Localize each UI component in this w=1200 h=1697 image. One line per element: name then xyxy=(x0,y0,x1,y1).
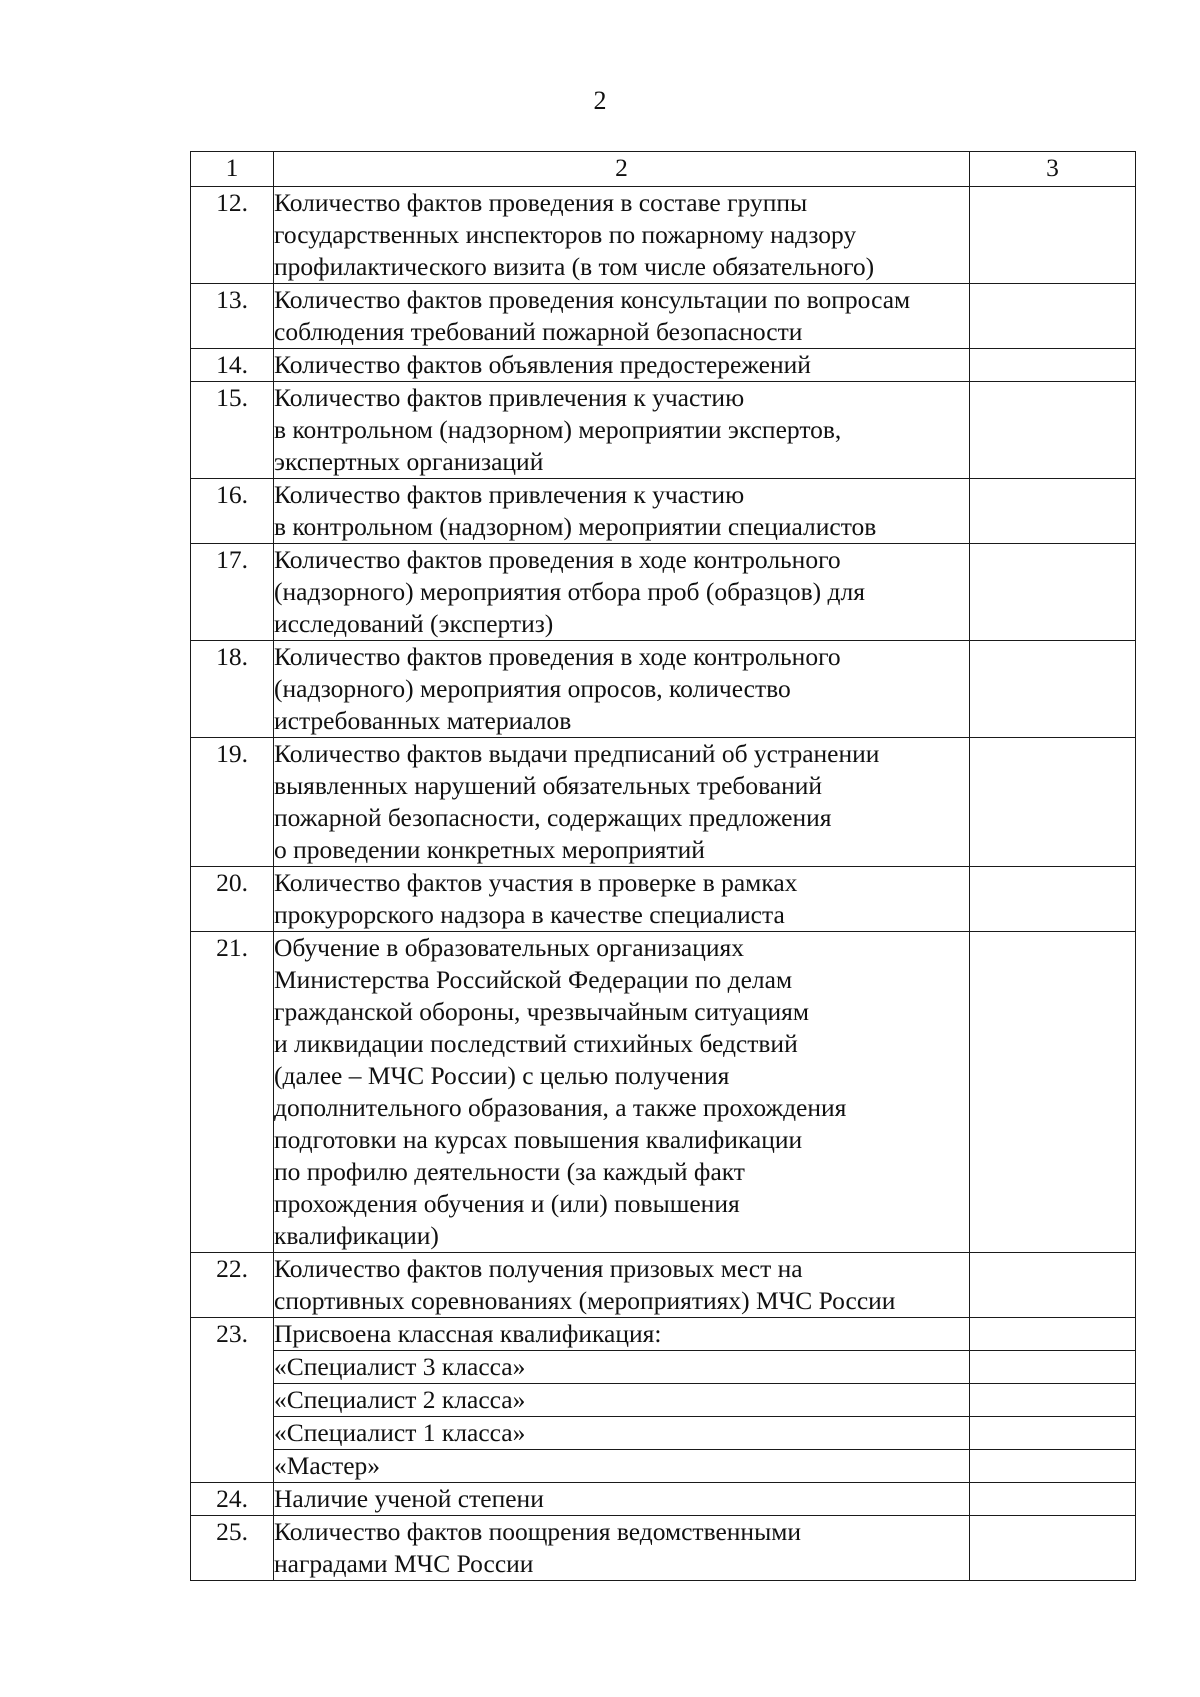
criterion-text-line: Наличие ученой степени xyxy=(274,1484,544,1513)
table-subrow xyxy=(191,1384,1136,1417)
criterion-text-line: квалификации) xyxy=(274,1221,439,1250)
criterion-text-line: Количество фактов проведения консультации по вопросам xyxy=(274,285,911,314)
value-cell xyxy=(970,641,1136,738)
criterion-text-line: (далее – МЧС России) с целью получения xyxy=(274,1061,730,1090)
value-cell xyxy=(970,867,1136,932)
criterion-text-line: Обучение в образовательных организациях xyxy=(274,933,744,962)
criterion-text-line: Количество фактов привлечения к участию xyxy=(274,480,745,509)
criterion-text-line: прохождения обучения и (или) повышения xyxy=(274,1189,740,1218)
value-cell xyxy=(970,479,1136,544)
row-number: 16. xyxy=(191,479,274,544)
criterion-text: Присвоена классная квалификация: xyxy=(274,1318,970,1351)
criterion-text xyxy=(274,1516,970,1581)
header-cell-number: 1 xyxy=(191,152,274,187)
row-number: 23. xyxy=(191,1318,274,1483)
row-number: 20. xyxy=(191,867,274,932)
qualification-item: «Мастер» xyxy=(274,1450,970,1483)
criterion-text-line: прокурорского надзора в качестве специалиста xyxy=(274,900,785,929)
criterion-text xyxy=(274,1253,970,1318)
criterion-text-line: государственных инспекторов по пожарному надзору xyxy=(274,220,857,249)
qualification-item: «Специалист 2 класса» xyxy=(274,1384,970,1417)
criterion-text-line: Количество фактов проведения в составе группы xyxy=(274,188,808,217)
criterion-text xyxy=(274,382,970,479)
criteria-table xyxy=(190,151,1136,1581)
table-row xyxy=(191,349,1136,382)
row-number: 25. xyxy=(191,1516,274,1581)
value-cell xyxy=(970,349,1136,382)
value-cell xyxy=(970,1450,1136,1483)
criterion-text-line: дополнительного образования, а также прохождения xyxy=(274,1093,847,1122)
criterion-text-line: соблюдения требований пожарной безопасности xyxy=(274,317,803,346)
criterion-text xyxy=(274,641,970,738)
table-row xyxy=(191,932,1136,1253)
table-row xyxy=(191,1253,1136,1318)
table-row xyxy=(191,1483,1136,1516)
table-subrow xyxy=(191,1450,1136,1483)
value-cell xyxy=(970,1384,1136,1417)
criterion-text-line: Количество фактов получения призовых мест на xyxy=(274,1254,803,1283)
page-number: 2 xyxy=(593,86,607,115)
row-number: 12. xyxy=(191,187,274,284)
table-subrow xyxy=(191,1417,1136,1450)
criterion-text-line: по профилю деятельности (за каждый факт xyxy=(274,1157,745,1186)
row-number: 21. xyxy=(191,932,274,1253)
criterion-text-line: Министерства Российской Федерации по делам xyxy=(274,965,793,994)
criterion-text-line: Количество фактов проведения в ходе контрольного xyxy=(274,642,841,671)
criterion-text-line: профилактического визита (в том числе обязательного) xyxy=(274,252,875,281)
qualification-item: «Специалист 3 класса» xyxy=(274,1351,970,1384)
value-cell xyxy=(970,1318,1136,1351)
table-row xyxy=(191,479,1136,544)
criterion-text-line: подготовки на курсах повышения квалификации xyxy=(274,1125,803,1154)
criterion-text xyxy=(274,284,970,349)
criterion-text xyxy=(274,1483,970,1516)
value-cell xyxy=(970,284,1136,349)
table-row xyxy=(191,544,1136,641)
criterion-text-line: наградами МЧС России xyxy=(274,1549,534,1578)
value-cell xyxy=(970,1417,1136,1450)
criterion-text xyxy=(274,544,970,641)
criterion-text-line: пожарной безопасности, содержащих предложения xyxy=(274,803,832,832)
criterion-text-line: Количество фактов проведения в ходе контрольного xyxy=(274,545,841,574)
row-number: 22. xyxy=(191,1253,274,1318)
criterion-text-line: о проведении конкретных мероприятий xyxy=(274,835,705,864)
row-number: 18. xyxy=(191,641,274,738)
row-number: 13. xyxy=(191,284,274,349)
table-row xyxy=(191,1516,1136,1581)
criterion-text xyxy=(274,187,970,284)
criterion-text xyxy=(274,867,970,932)
criterion-text-line: гражданской обороны, чрезвычайным ситуациям xyxy=(274,997,809,1026)
header-cell-criterion: 2 xyxy=(274,152,970,187)
criterion-text-line: и ликвидации последствий стихийных бедствий xyxy=(274,1029,798,1058)
table-row xyxy=(191,382,1136,479)
criterion-text-line: Количество фактов поощрения ведомственными xyxy=(274,1517,801,1546)
criterion-text-line: исследований (экспертиз) xyxy=(274,609,554,638)
value-cell xyxy=(970,1253,1136,1318)
criterion-text-line: истребованных материалов xyxy=(274,706,572,735)
header-cell-value: 3 xyxy=(970,152,1136,187)
row-number: 15. xyxy=(191,382,274,479)
criterion-text xyxy=(274,349,970,382)
criterion-text-line: в контрольном (надзорном) мероприятии экспертов, xyxy=(274,415,842,444)
criterion-text-line: Количество фактов участия в проверке в рамках xyxy=(274,868,798,897)
value-cell xyxy=(970,544,1136,641)
row-number: 19. xyxy=(191,738,274,867)
value-cell xyxy=(970,1483,1136,1516)
criterion-text xyxy=(274,479,970,544)
table-row xyxy=(191,1318,1136,1351)
value-cell xyxy=(970,932,1136,1253)
criterion-text-line: Количество фактов выдачи предписаний об устранении xyxy=(274,739,880,768)
criterion-text-line: спортивных соревнованиях (мероприятиях) МЧС России xyxy=(274,1286,896,1315)
row-number: 17. xyxy=(191,544,274,641)
value-cell xyxy=(970,1351,1136,1384)
criterion-text-line: (надзорного) мероприятия опросов, количество xyxy=(274,674,791,703)
row-number: 24. xyxy=(191,1483,274,1516)
row-number: 14. xyxy=(191,349,274,382)
table-row xyxy=(191,187,1136,284)
table-row xyxy=(191,867,1136,932)
criterion-text-line: Количество фактов объявления предостережений xyxy=(274,350,811,379)
table-subrow xyxy=(191,1351,1136,1384)
criterion-text-line: экспертных организаций xyxy=(274,447,544,476)
value-cell xyxy=(970,738,1136,867)
qualification-item: «Специалист 1 класса» xyxy=(274,1417,970,1450)
table-header-row xyxy=(191,152,1136,187)
criterion-text-line: в контрольном (надзорном) мероприятии специалистов xyxy=(274,512,877,541)
criterion-text xyxy=(274,738,970,867)
table-row xyxy=(191,738,1136,867)
criterion-text xyxy=(274,932,970,1253)
value-cell xyxy=(970,382,1136,479)
criterion-text-line: Количество фактов привлечения к участию xyxy=(274,383,745,412)
value-cell xyxy=(970,187,1136,284)
criterion-text-line: выявленных нарушений обязательных требований xyxy=(274,771,823,800)
table-row xyxy=(191,284,1136,349)
table-row xyxy=(191,641,1136,738)
criterion-text-line: (надзорного) мероприятия отбора проб (образцов) для xyxy=(274,577,865,606)
value-cell xyxy=(970,1516,1136,1581)
